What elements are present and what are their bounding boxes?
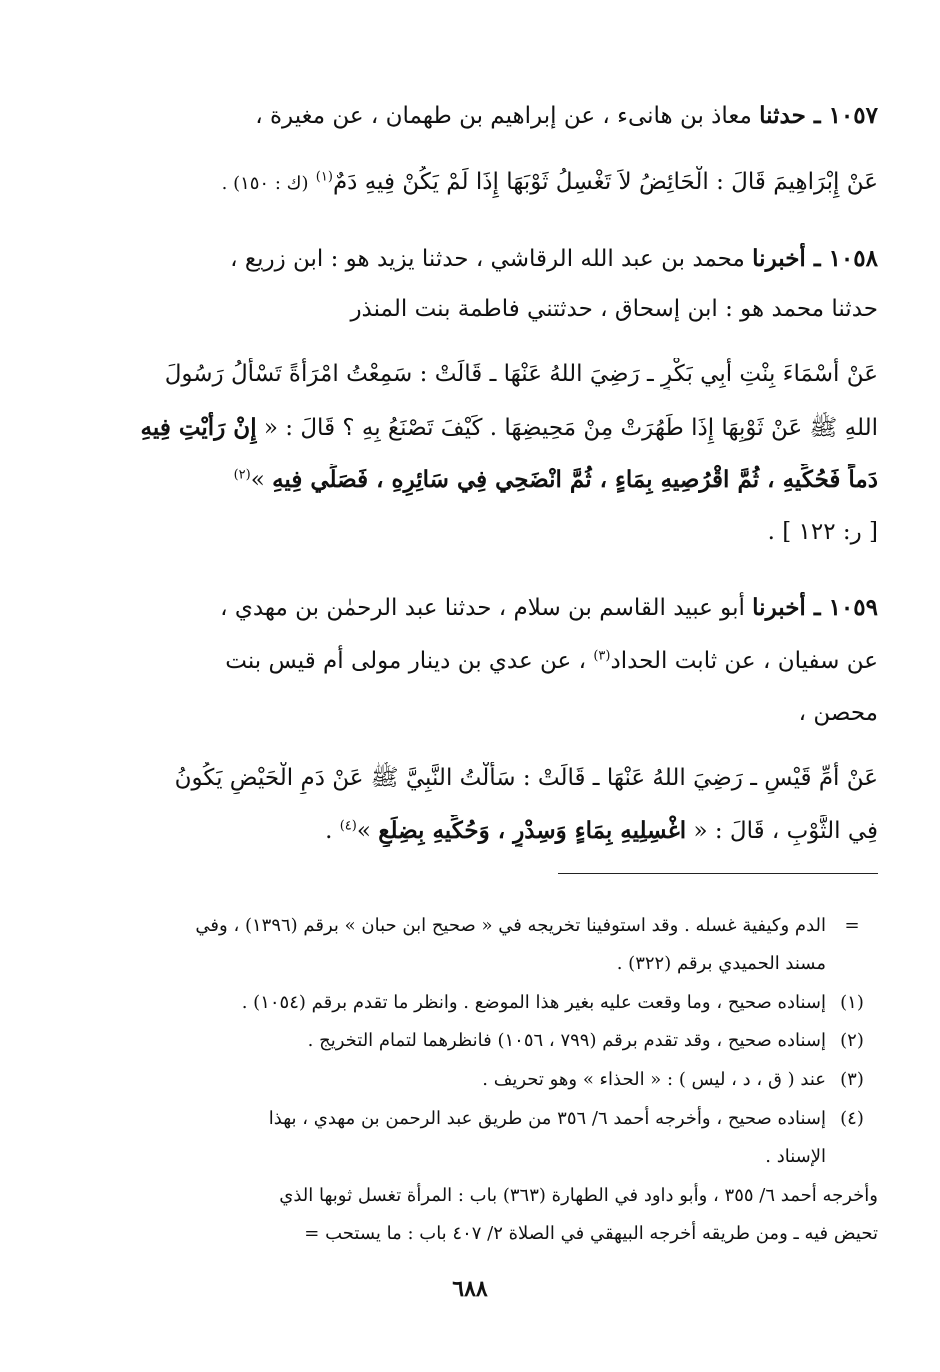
- footnote-ref: (٤): [339, 818, 357, 834]
- footnote-continuation-2: [80, 950, 878, 978]
- hadith-1057-isnad: [80, 100, 878, 132]
- isnad-text: عن سفيان ، عن ثابت الحداد: [610, 648, 878, 674]
- continuation-mark: =: [844, 915, 860, 936]
- hadith-1059-isnad-3: [80, 697, 878, 729]
- footnote-text: وأخرجه أحمد ٦/ ٣٥٥ ، وأبو داود في الطهارة (٣٦٣) باب : المرأة تغسل ثوبها الذي: [279, 1185, 878, 1206]
- quote-close: »: [250, 467, 265, 493]
- footnote-ref: (١): [315, 169, 333, 185]
- hadith-number: ١٠٥٨ ـ أخبرنا: [752, 245, 878, 272]
- footnote-ref: (٢): [233, 467, 251, 483]
- source-ref: (ك : ١٥٠) .: [221, 173, 309, 194]
- hadith-1059-isnad-2: [80, 645, 878, 677]
- matn-text: اللهِ ﷺ عَنْ ثَوْبِهَا إِذَا طَهُرَتْ مِنْ مَحِيضِهَا . كَيْفَ تَصْنَعُ بِهِ ؟ قَالَ : «: [263, 415, 878, 441]
- footnote-3: [80, 1066, 878, 1094]
- matn-text: فِي الثَّوْبِ ، قَالَ : «: [693, 818, 878, 844]
- footnote-text: إسناده صحيح ، وما وقعت عليه بغير هذا الموضع . وانظر ما تقدم برقم (١٠٥٤) .: [241, 992, 826, 1013]
- footnote-1: [80, 989, 878, 1017]
- hadith-1059-isnad-1: [80, 592, 878, 624]
- footnote-continuation-1: [80, 912, 878, 940]
- isnad-text: محصن ،: [798, 700, 878, 726]
- hadith-1057-matn: [80, 166, 878, 200]
- footnote-4-line-4: [80, 1220, 878, 1248]
- prophetic-saying: دَماً فَحُكِّيهِ ، ثُمَّ اقْرُصِيهِ بِمَاءٍ ، ثُمَّ انْضَحِي فِي سَائِرِهِ ، فَصَلِّي فِيهِ: [272, 466, 878, 493]
- prophetic-saying: إِنْ رَأَيْتِ فِيهِ: [140, 414, 257, 441]
- hadith-1058-matn-2: [80, 412, 878, 444]
- hadith-1058-matn-1: [80, 358, 878, 390]
- footnote-text: تحيض فيه ـ ومن طريقه أخرجه البيهقي في الصلاة ٢/ ٤٠٧ باب : ما يستحب =: [304, 1223, 878, 1244]
- footnote-4-line-3: [80, 1182, 878, 1210]
- hadith-1059-matn-2: [80, 815, 878, 847]
- isnad-text: حدثنا محمد هو : ابن إسحاق ، حدثتني فاطمة بنت المنذر: [350, 296, 878, 322]
- footnote-text: إسناده صحيح ، وأخرجه أحمد ٦/ ٣٥٦ من طريق عبد الرحمن بن مهدي ، بهذا: [268, 1108, 826, 1129]
- footnote-text: إسناده صحيح ، وقد تقدم برقم (٧٩٩ ، ١٠٥٦) فانظرهما لتمام التخريج .: [307, 1030, 826, 1051]
- footnote-marker: (٤): [840, 1108, 864, 1129]
- hadith-1058-ref: [80, 516, 878, 548]
- source-ref: [ ر: ١٢٢ ] .: [767, 519, 878, 545]
- footnote-marker: (٣): [840, 1069, 864, 1090]
- footnote-4-line-2: [80, 1143, 878, 1171]
- isnad-text: معاذ بن هانىء ، عن إبراهيم بن طهمان ، عن مغيرة ،: [255, 103, 752, 129]
- isnad-text: ، عن عدي بن دينار مولى أم قيس بنت: [225, 648, 586, 674]
- hadith-number: ١٠٥٩ ـ أخبرنا: [752, 594, 878, 621]
- matn-text: عَنْ إِبْرَاهِيمَ قَالَ : الْحَائِضُ لاَ تَغْسِلُ ثَوْبَهَا إِذَا لَمْ يَكُنْ فِيهِ دَمٌ: [332, 169, 878, 195]
- footnote-text: الإسناد .: [765, 1146, 826, 1167]
- isnad-text: محمد بن عبد الله الرقاشي ، حدثنا يزيد هو : ابن زريع ،: [230, 246, 745, 272]
- footnote-ref: (٣): [593, 648, 611, 664]
- hadith-1058-matn-3: [80, 464, 878, 496]
- footnote-text: مسند الحميدي برقم (٣٢٢) .: [616, 953, 826, 974]
- hadith-1059-matn-1: [80, 762, 878, 794]
- matn-text: عَنْ أَسْمَاءَ بِنْتِ أَبِي بَكْرٍ ـ رَضِيَ اللهُ عَنْهَا ـ قَالَتْ : سَمِعْتُ امْرَأَةً تَسْأَلُ رَسُولَ: [164, 361, 878, 387]
- hadith-1058-isnad-2: [80, 293, 878, 325]
- isnad-text: أبو عبيد القاسم بن سلام ، حدثنا عبد الرحمٰن بن مهدي ،: [220, 595, 745, 621]
- footnote-text: الدم وكيفية غسله . وقد استوفينا تخريجه في « صحيح ابن حبان » برقم (١٣٩٦) ، وفي: [195, 915, 826, 936]
- prophetic-saying: اغْسِلِيهِ بِمَاءٍ وَسِدْرٍ ، وَحُكِّيهِ بِضِلَعٍ: [378, 817, 687, 844]
- hadith-1058-isnad-1: [80, 243, 878, 275]
- footnote-separator: [558, 873, 878, 874]
- sentence-end: .: [325, 818, 333, 844]
- footnote-marker: (٢): [840, 1030, 864, 1051]
- footnote-text: عند ( ق ، د ، ليس ) : « الحذاء » وهو تحريف .: [482, 1069, 826, 1090]
- matn-text: عَنْ أُمِّ قَيْسٍ ـ رَضِيَ اللهُ عَنْهَا ـ قَالَتْ : سَأَلْتُ النَّبِيَّ ﷺ عَنْ دَمِ الْحَيْضِ يَكُونُ: [174, 765, 878, 791]
- footnote-marker: (١): [840, 992, 864, 1013]
- footnote-2: [80, 1027, 878, 1055]
- page-number: ٦٨٨: [452, 1276, 488, 1302]
- hadith-number: ١٠٥٧ ـ حدثنا: [759, 102, 878, 129]
- quote-close: »: [356, 818, 371, 844]
- footnote-4-line-1: [80, 1105, 878, 1133]
